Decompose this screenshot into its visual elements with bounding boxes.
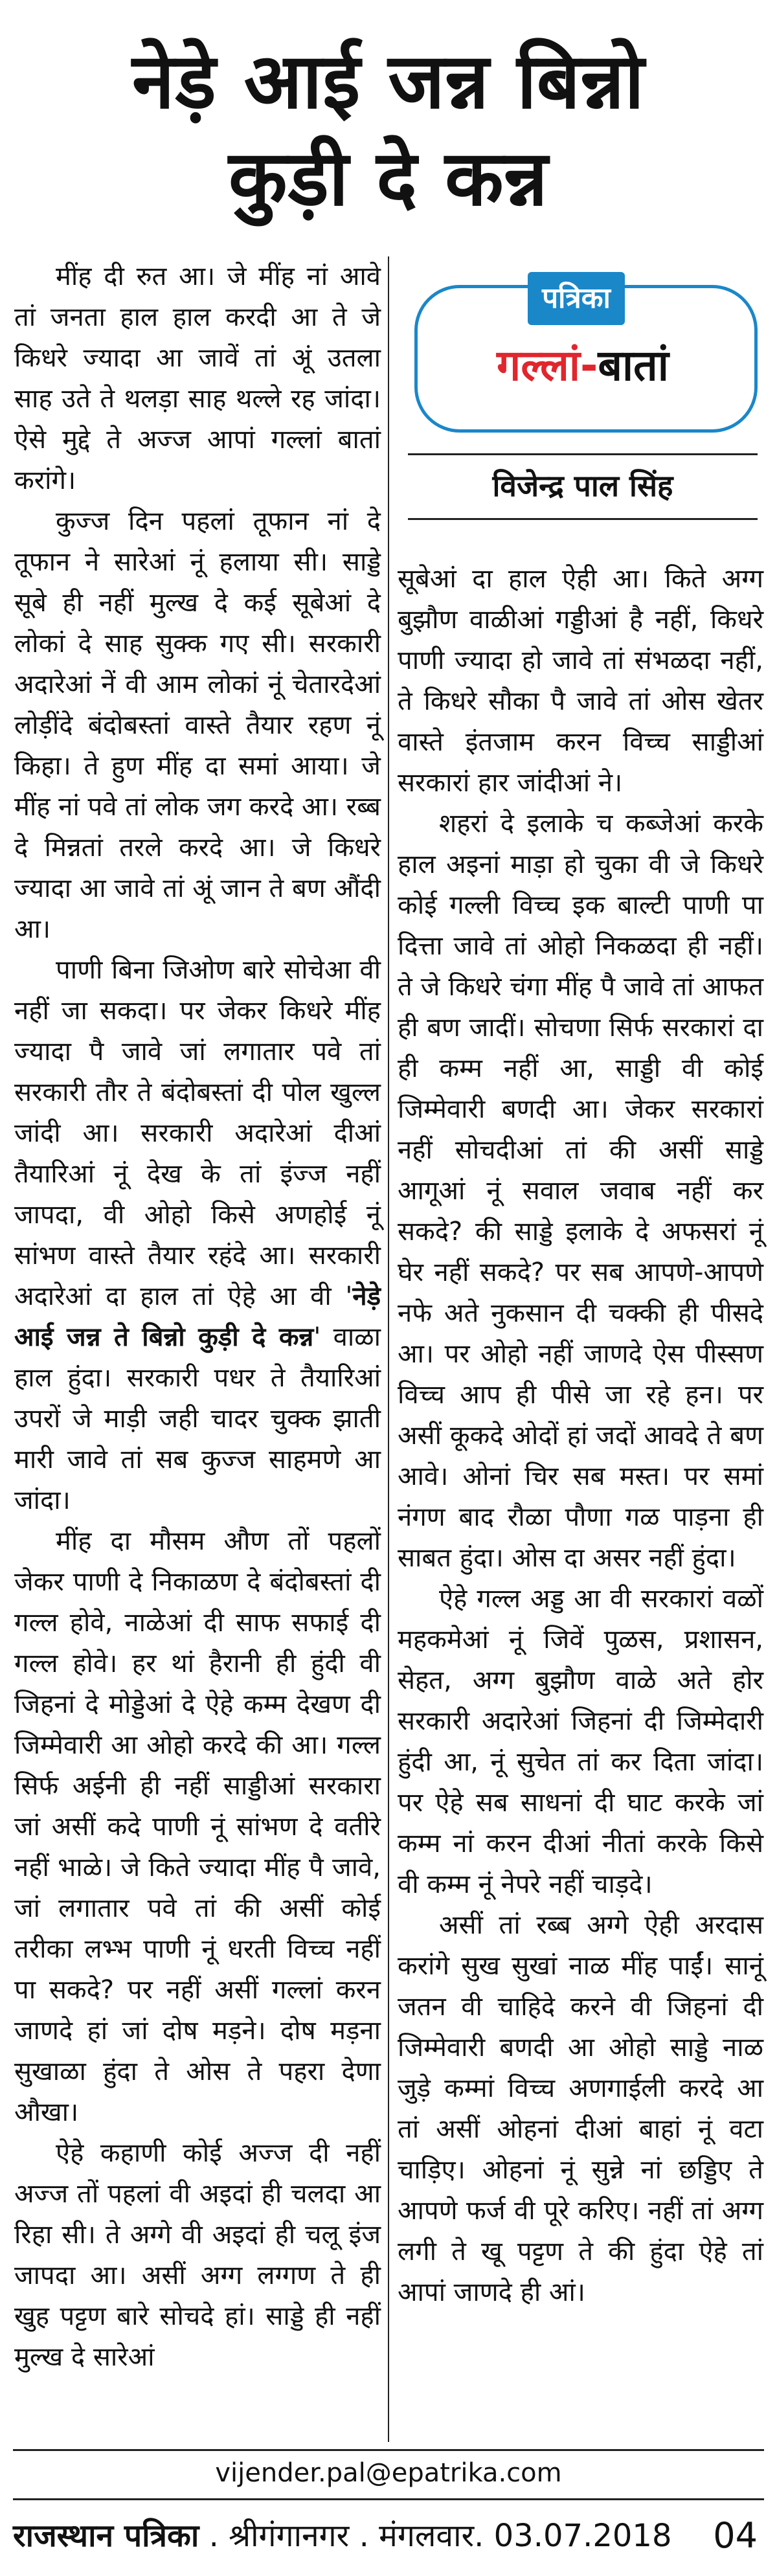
headline-line-1: नेड़े आई जन्न बिन्नो — [132, 36, 645, 126]
byline-rule-top — [408, 453, 758, 455]
email-rule — [13, 2449, 764, 2451]
paragraph: मींह दी रुत आ। जे मींह नां आवे तां जनता हाल हाल करदी आ ते जे किधरे ज्यादा आ जावें तां अूं उतला साह उते ते थलड़ा साह थल्ले रह जांदा। ऐसे मुद्दे ते अज्ज आपां गल्लां बातां करांगे। — [14, 262, 381, 495]
paragraph: असीं तां रब्ब अग्गे ऐही अरदास करांगे सुख सुखां नाळ मींह पाईं। सानूं जतन वी चाहिदे करने वी जिहनां दी जिम्मेवारी बणदी आ ओहो साड्डे नाळ जुड़े कम्मां विच्च अणगाईली करदे आ तां असीं ओहनां दीआं बाहां नूं वटा चाड़िए। ओहनां नूं सुन्ने नां छड्डिए ते आपणे फर्ज वी पूरे करिए। नहीं तां अग्ग लगी ते खू पट्टण ते की हुंदा ऐहे तां आपां जाणदे ही आं। — [398, 1910, 763, 2307]
paragraph: शहरां दे इलाके च कब्जेआं करके हाल अइनां माड़ा हो चुका वी जे किधरे कोई गल्ली विच्च इक बाल्टी पाणी पा दित्ता जावे तां ओहो निकळदा ही नहीं। ते जे किधरे चंगा मींह पै जावे तां आफत ही बण जादीं। सोचणा सिर्फ सरकारां दा ही कम्म नहीं आ, साड्डी वी कोई जिम्मेवारी बणदी आ। जेकर सरकारां नहीं सोचदीआं तां की असीं साड्डे आगूआं नूं सवाल जवाब नहीं कर सकदे? की साड्डे इलाके दे अफसरां नूं घेर नहीं सकदे? पर सब आपणे-आपणे नफे अते नुकसान दी चक्की ही पीसदे आ। पर ओहो नहीं जाणदे ऐस पीस्सण विच्च आप ही पीसे जा रहे हन। पर असीं कूकदे ओदों हां जदों आवदे ते बण आवे। ओनां चिर सब मस्त। पर समां नंगण बाद रौळा पौणा गळ पाड़ना ही साबत हुंदा। ओस दा असर नहीं हुंदा। — [398, 809, 763, 1573]
badge-title-part1: गल्लां — [497, 341, 580, 390]
column-badge — [408, 266, 758, 447]
city-name: श्रीगंगानगर — [229, 2518, 350, 2554]
badge-title — [414, 333, 751, 398]
paragraph: ऐहे कहाणी कोई अज्ज दी नहीं अज्ज तों पहलां वी अइदां ही चलदा आ रिहा सी। ते अग्गे वी अइदां ही चलू इंज जापदा आ। असीं अग्ग लग्गण ते ही खुह पट्टण बारे सोचदे हां। साड्डे ही नहीं मुल्ख दे सारेआं — [14, 2138, 381, 2372]
paragraph: मींह दा मौसम औण तों पहलों जेकर पाणी दे निकाळण दे बंदोबस्तां दी गल्ल होवे, नाळेआं दी साफ सफाई दी गल्ल होवे। हर थां हैरानी ही हुंदी वी जिहनां दे मोड्डेआं दे ऐहे कम्म देखण दी जिम्मेवारी आ ओहो करदे की आ। गल्ल सिर्फ अईनी ही नहीं साड्डीआं सरकारा जां असीं कदे पाणी नूं सांभण दे वतीरे नहीं भाळे। जे किते ज्यादा मींह पै जावे, जां लगातार पवे तां की असीं कोई तरीका लभ्भ पाणी नूं धरती विच्च नहीं पा सकदे? पर नहीं असीं गल्लां करन जाणदे हां जां दोष मड़ने। दोष मड़ना सुखाळा हुंदा ते ओस ते पहरा देणा औखा। — [14, 1526, 381, 2127]
issue-date: मंगलवार. 03.07.2018 — [379, 2518, 672, 2554]
paragraph: सूबेआं दा हाल ऐही आ। किते अग्ग बुझौण वाळीआं गड्डीआं है नहीं, किधरे पाणी ज्यादा हो जावे तां संभळदा नहीं, ते किधरे सौका पै जावे तां ओस खेतर वास्ते इंतजाम करन विच्च साड्डीआं सरकारां हार जांदीआं ने। — [398, 564, 763, 798]
footer-separator: . — [349, 2518, 379, 2554]
footer — [13, 2503, 764, 2568]
byline-rule-bottom — [408, 518, 758, 520]
paragraph — [14, 950, 381, 1521]
paragraph: ऐहे गल्ल अड्ड आ वी सरकारां वळों महकमेआं नूं जिवें पुळस, प्रशासन, सेहत, अग्ग बुझौण वाळे अते होर सरकारी अदारेआं जिहनां दी जिम्मेदारी हुंदी आ, नूं सुचेत तां कर दिता जांदा। पर ऐहे सब साधनां दी घाट करके जां कम्म नां करन दीआं नीतां करके किसे वी कम्म नूं नेपरे नहीं चाड़दे। — [398, 1584, 763, 1899]
publication-name: राजस्थान पत्रिका — [13, 2518, 199, 2554]
footer-separator: . — [199, 2518, 229, 2554]
headline — [13, 32, 764, 227]
author-email: vijender.pal@epatrika.com — [215, 2458, 562, 2488]
page-number: 04 — [713, 2515, 758, 2556]
column-divider — [388, 256, 389, 2442]
right-column — [398, 559, 763, 2313]
bold-quote: नेड़े आई जन्न ते बिन्नो कुड़ी दे कन्न — [14, 1282, 381, 1352]
paragraph-text: पाणी बिना जिओण बारे सोचेआ वी नहीं जा सकदा। पर जेकर किधरे मींह ज्यादा पै जावे जां लगातार पवे तां सरकारी तौर ते बंदोबस्तां दी पोल खुल्ल जांदी आ। सरकारी अदारेआं दीआं तैयारिआं नूं देख के तां इंज्ज नहीं जापदा, वी ओहो किसे अणहोई नूं सांभण वास्ते तैयार रहंदे आ। सरकारी अदारेआं दा हाल तां ऐहे आ वी ' — [14, 955, 381, 1311]
left-column — [14, 256, 381, 2378]
badge-tag: पत्रिका — [528, 272, 625, 325]
paragraph-text: ' वाळा हाल हुंदा। सरकारी पधर ते तैयारिआं उपरों जे माड़ी जही चादर चुक्क झाती मारी जावे तां सब कुज्ज साहमणे आ जांदा। — [14, 1322, 381, 1515]
byline: विजेन्द्र पाल सिंह — [492, 468, 673, 503]
headline-line-2: कुड़ी दे कन्न — [228, 133, 549, 223]
footer-rule — [13, 2498, 764, 2500]
badge-title-sep: - — [580, 341, 598, 390]
badge-title-part2: बातां — [598, 341, 669, 390]
paragraph: कुज्ज दिन पहलां तूफान नां दे तूफान ने सारेआं नूं हलाया सी। साड्डे सूबे ही नहीं मुल्ख दे कई सूबेआं दे लोकां दे साह सुक्क गए सी। सरकारी अदारेआं नें वी आम लोकां नूं चेतारदेआं लोड़ींदे बंदोबस्तां वास्ते तैयार रहण नूं किहा। ते हुण मींह दा समां आया। जे मींह नां पवे तां लोक जग करदे आ। रब्ब दे मिन्नतां तरले करदे आ। जे किधरे ज्यादा आ जावे तां अूं जान ते बण औंदी आ। — [14, 506, 381, 944]
